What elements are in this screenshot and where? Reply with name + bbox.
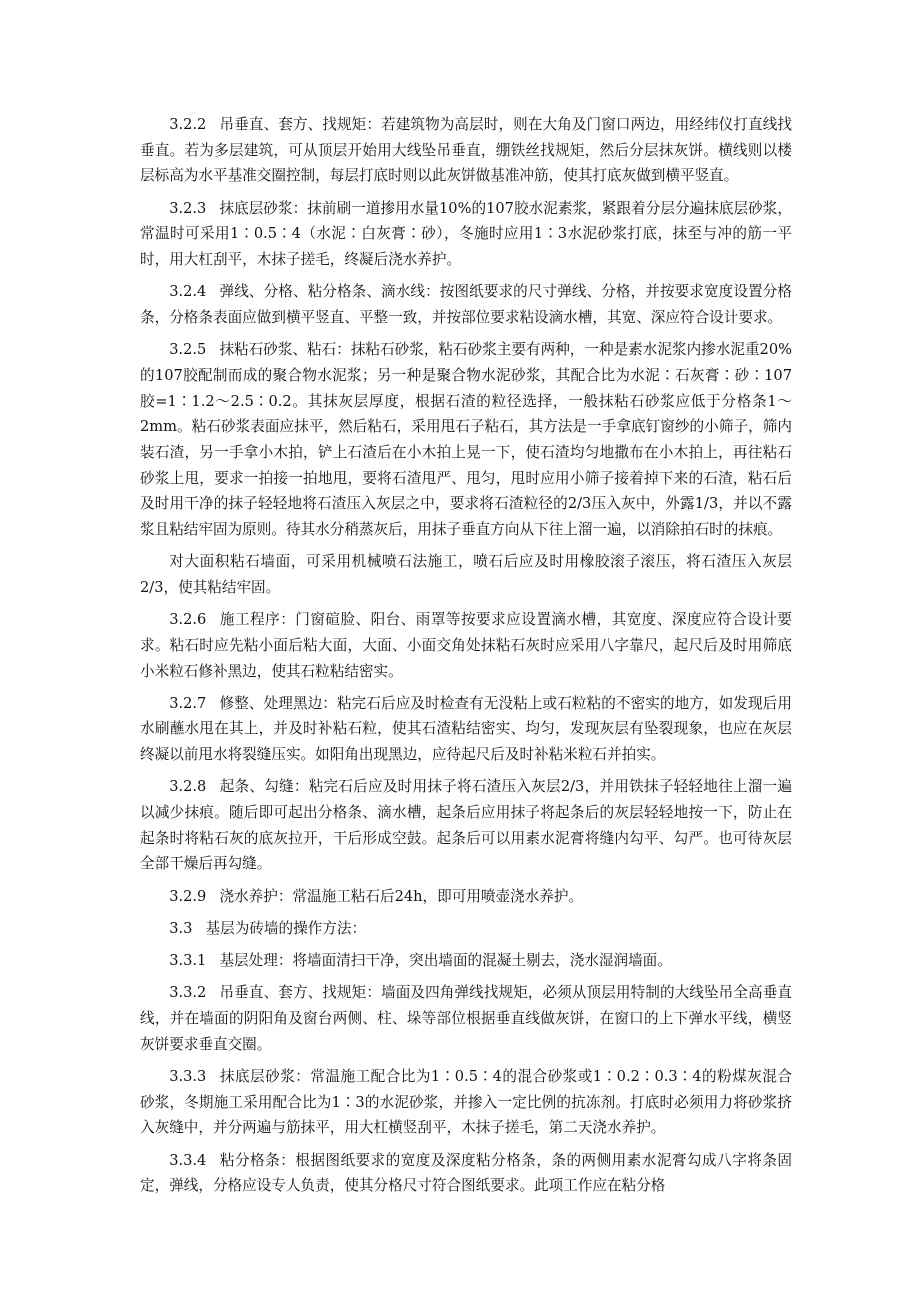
paragraph	[140, 1148, 792, 1199]
paragraph	[140, 112, 792, 189]
paragraph-text: 粘分格条：根据图纸要求的宽度及深度粘分格条，条的两侧用素水泥膏勾成八字将条固定，弹线，分格应设专人负责，使其分格尺寸符合图纸要求。此项工作应在粘分格	[140, 1151, 792, 1195]
paragraph	[140, 549, 792, 600]
section-number: 3.2.8	[169, 778, 207, 796]
section-number: 3.3.1	[169, 952, 207, 970]
paragraph-text: 基层处理：将墙面清扫干净，突出墙面的混凝土剔去，浇水湿润墙面。	[219, 952, 672, 970]
section-number: 3.2.6	[169, 611, 207, 629]
paragraph-text: 浇水养护：常温施工粘石后24h，即可用喷壶浇水养护。	[219, 887, 584, 905]
section-number: 3.2.4	[169, 283, 207, 301]
section-number: 3.3.3	[169, 1067, 207, 1085]
paragraph-text: 抹底层砂浆：常温施工配合比为1∶0.5∶4的混合砂浆或1∶0.2∶0.3∶4的粉煤灰混合砂浆，冬期施工采用配合比为1∶3的水泥砂浆，并掺入一定比例的抗冻剂。打底时必须用力将砂浆挤入灰缝中，并分两遍与筋抹平，用大杠横竖刮平，木抹子搓毛，第二天浇水养护。	[140, 1067, 792, 1137]
section-number: 3.3	[169, 919, 193, 937]
paragraph	[140, 1064, 792, 1141]
paragraph-text: 起条、勾缝：粘完石后应及时用抹子将石渣压入灰层2/3，并用铁抹子轻轻地往上溜一遍以减少抹痕。随后即可起出分格条、滴水槽，起条后应用抹子将起条后的灰层轻轻地按一下，防止在起条时将粘石灰的底灰拉开，干后形成空鼓。起条后可以用素水泥膏将缝内勾平、勾严。也可待灰层全部干燥后再勾缝。	[140, 778, 792, 873]
document-body	[140, 112, 792, 1205]
section-number: 3.2.2	[169, 116, 207, 133]
paragraph	[140, 196, 792, 273]
paragraph	[140, 948, 792, 974]
paragraph-text: 抹粘石砂浆、粘石：抹粘石砂浆，粘石砂浆主要有两种，一种是素水泥浆内掺水泥重20%的107胶配制而成的聚合物水泥浆；另一种是聚合物水泥砂浆，其配合比为水泥∶石灰膏∶砂∶107胶=1∶1.2～2.5∶0.2。其抹灰层厚度，根据石渣的粒径选择，一般抹粘石砂浆应低于分格条1～2mm。粘石砂浆表面应抹平，然后粘石，采用甩石子粘石，其方法是一手拿底钉窗纱的小筛子，筛内装石渣，另一手拿小木拍，铲上石渣后在小木拍上晃一下，使石渣均匀地撒布在小木拍上，再往粘石砂浆上甩，要求一拍接一拍地甩，要将石渣甩严、甩匀，甩时应用小筛子接着掉下来的石渣，粘石后及时用干净的抹子轻轻地将石渣压入灰层之中，要求将石渣粒径的2/3压入灰中，外露1/3，并以不露浆且粘结牢固为原则。待其水分稍蒸灰后，用抹子垂直方向从下往上溜一遍，以消除拍石时的抹痕。	[140, 341, 792, 539]
paragraph-text: 基层为砖墙的操作方法：	[205, 919, 367, 937]
section-number: 3.3.2	[169, 984, 207, 1002]
paragraph	[140, 980, 792, 1057]
section-number: 3.2.9	[169, 887, 207, 905]
paragraph-text: 对大面积粘石墙面，可采用机械喷石法施工，喷石后应及时用橡胶滚子滚压，将石渣压入灰层2/3，使其粘结牢固。	[140, 553, 792, 596]
paragraph	[140, 337, 792, 543]
paragraph-text: 抹底层砂浆：抹前刷一道掺用水量10%的107胶水泥素浆，紧跟着分层分遍抹底层砂浆，常温时可采用1∶0.5∶4（水泥∶白灰膏∶砂），冬施时应用1∶3水泥砂浆打底，抹至与冲的筋一平时，用大杠刮平，木抹子搓毛，终凝后浇水养护。	[140, 199, 792, 269]
paragraph	[140, 916, 792, 942]
section-number: 3.3.4	[169, 1151, 207, 1169]
paragraph-text: 吊垂直、套方、找规矩：墙面及四角弹线找规矩，必须从顶层用特制的大线坠吊全高垂直线，并在墙面的阴阳角及窗台两侧、柱、垛等部位根据垂直线做灰饼，在窗口的上下弹水平线，横竖灰饼要求垂直交圈。	[140, 984, 792, 1053]
paragraph-text: 施工程序：门窗碹脸、阳台、雨罩等按要求应设置滴水槽，其宽度、深度应符合设计要求。粘石时应先粘小面后粘大面，大面、小面交角处抹粘石灰时应采用八字靠尺，起尺后及时用筛底小米粒石修补黑边，使其石粒粘结密实。	[140, 611, 792, 680]
paragraph	[140, 884, 792, 910]
paragraph-text: 修整、处理黑边：粘完石后应及时检查有无没粘上或石粒粘的不密实的地方，如发现后用水刷蘸水甩在其上，并及时补粘石粒，使其石渣粘结密实、均匀，发现灰层有坠裂现象，也应在灰层终凝以前甩水将裂缝压实。如阳角出现黑边，应待起尺后及时补粘米粒石并拍实。	[140, 694, 792, 764]
paragraph	[140, 774, 792, 877]
paragraph-text: 吊垂直、套方、找规矩：若建筑物为高层时，则在大角及门窗口两边，用经纬仪打直线找垂直。若为多层建筑，可从顶层开始用大线坠吊垂直，绷铁丝找规矩，然后分层抹灰饼。横线则以楼层标高为水平基准交圈控制，每层打底时则以此灰饼做基准冲筋，使其打底灰做到横平竖直。	[140, 116, 792, 185]
section-number: 3.2.7	[169, 694, 207, 712]
paragraph	[140, 607, 792, 684]
section-number: 3.2.3	[169, 199, 207, 217]
paragraph-text: 弹线、分格、粘分格条、滴水线：按图纸要求的尺寸弹线、分格，并按要求宽度设置分格条，分格条表面应做到横平竖直、平整一致，并按部位要求粘设滴水槽，其宽、深应符合设计要求。	[140, 283, 792, 326]
section-number: 3.2.5	[169, 341, 207, 359]
paragraph	[140, 691, 792, 768]
paragraph	[140, 279, 792, 330]
